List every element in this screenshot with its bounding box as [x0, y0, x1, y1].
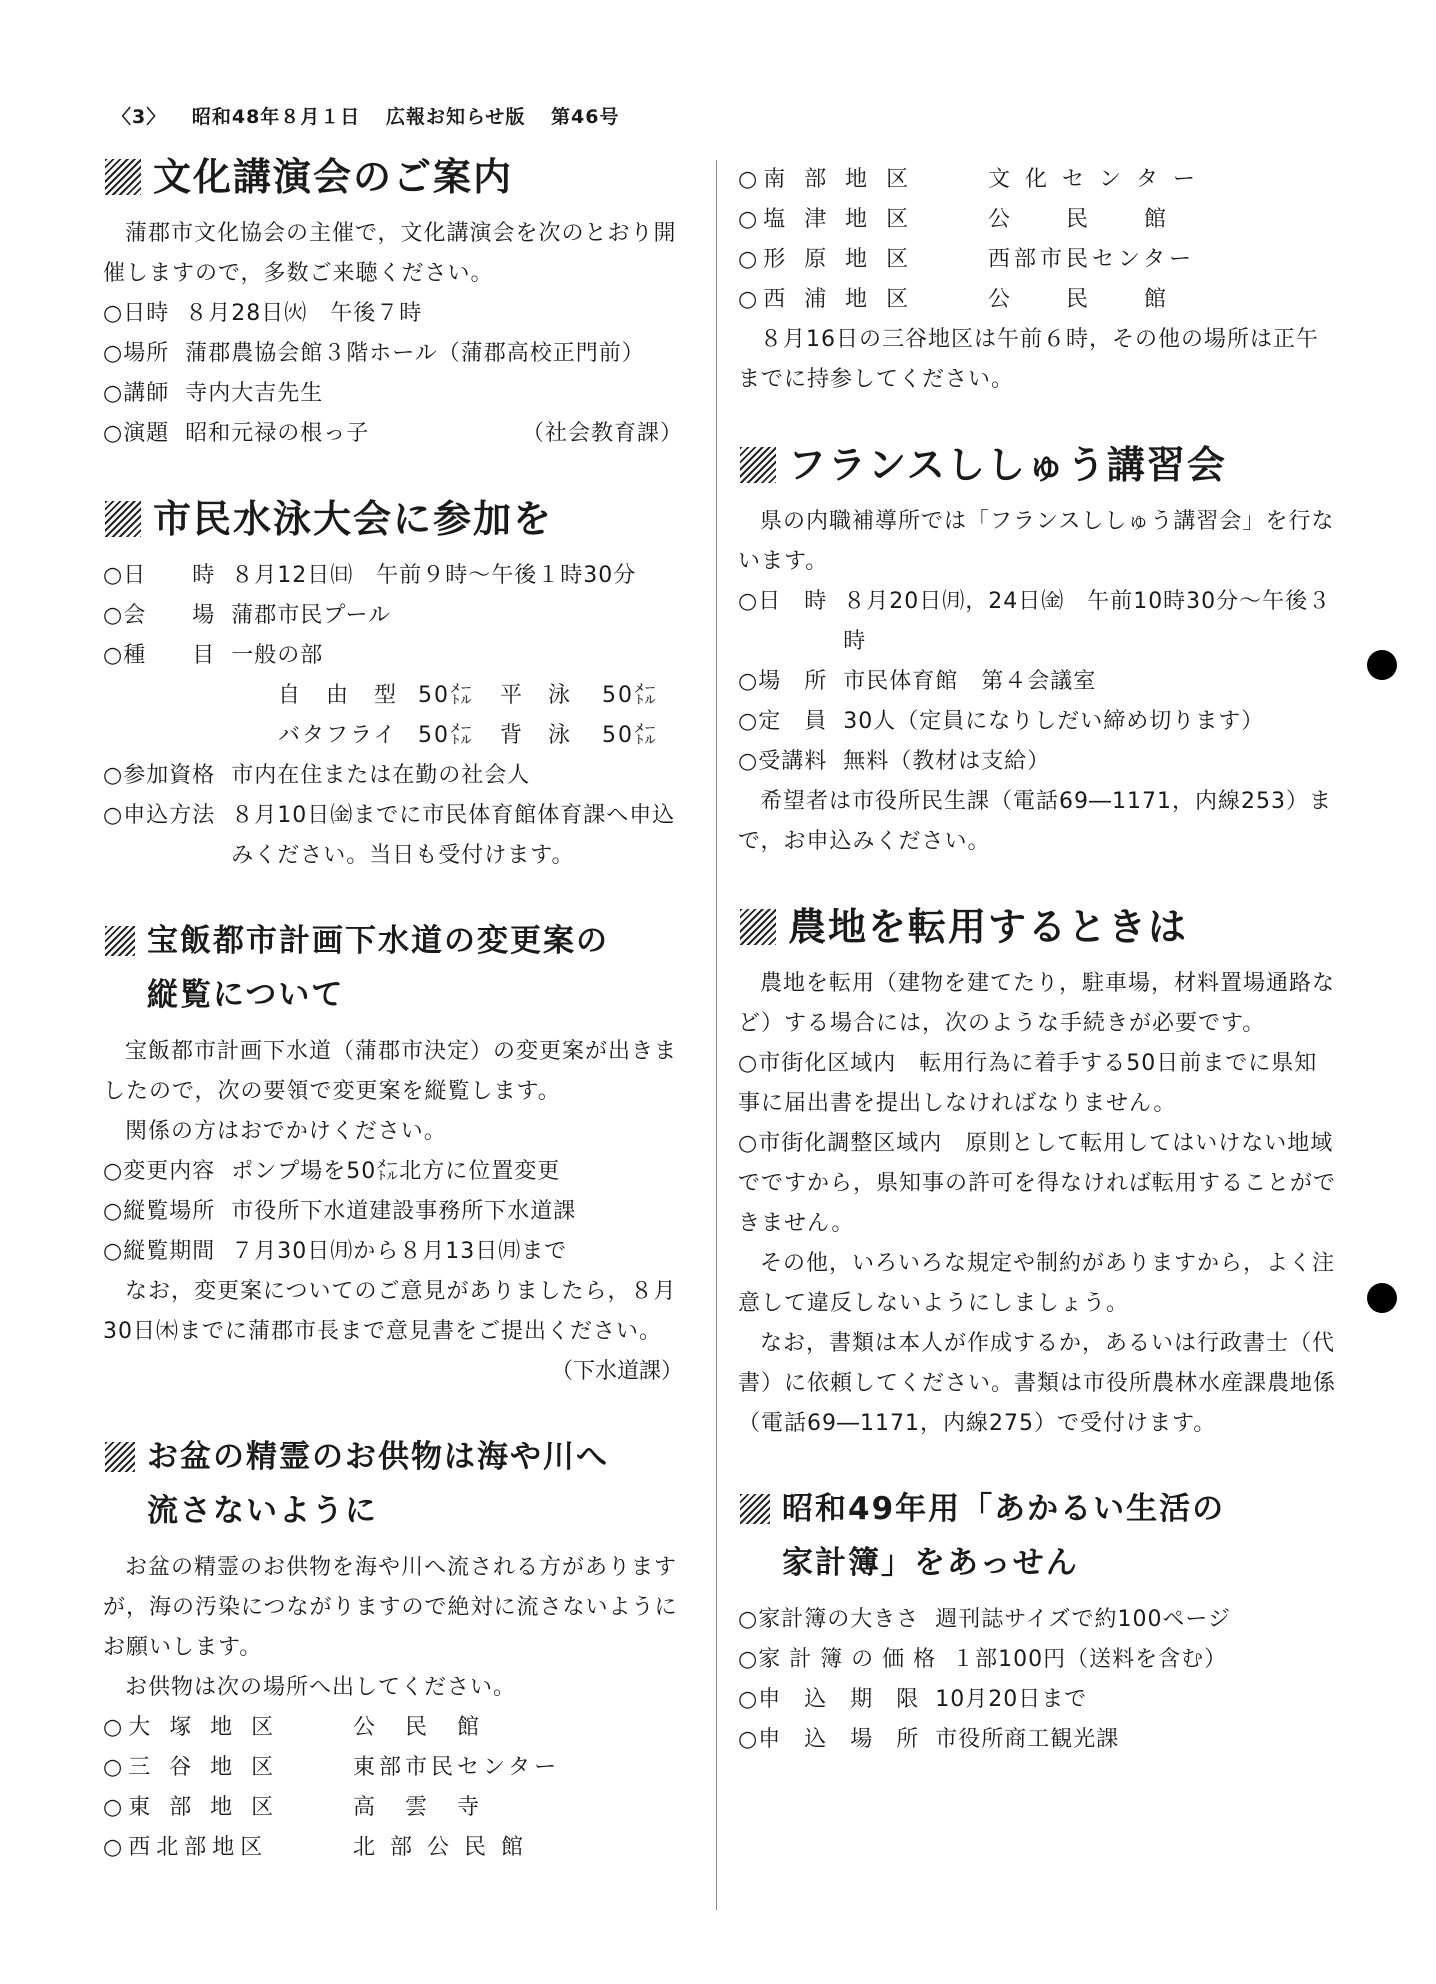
- obon-continued: [738, 160, 1338, 400]
- intro-text: お盆の精霊のお供物を海や川へ流される方がありますが，海の汚染につながりますので絶対に流さないようにお願いします。: [103, 1555, 678, 1660]
- hatch-icon: [105, 926, 135, 956]
- publication-name: 広報お知らせ版: [385, 106, 526, 128]
- list-item: ○講師 寺内大吉先生: [103, 381, 324, 406]
- event-row: バタフライ 50㍍ 背 泳 50㍍: [278, 723, 658, 748]
- note-text: 希望者は市役所民生課（電話69―1171，内線253）まで，お申込みください。: [738, 789, 1332, 854]
- note-text: ８月16日の三谷地区は午前６時，その他の場所は正午までに持参してください。: [738, 327, 1319, 392]
- section-title: 昭和49年用「あかるい生活の 家計簿」をあっせん: [738, 1482, 1338, 1590]
- list-item: ○会 場 蒲郡市民プール: [103, 603, 392, 628]
- location-row: ○西 浦 地 区 公 民 館: [738, 287, 1171, 312]
- intro-text: 農地を転用（建物を建てたり，駐車場，材料置場通路など）する場合には，次のような手続きが必要です。: [738, 971, 1336, 1036]
- section-title: 文化講演会のご案内: [103, 150, 683, 204]
- list-item: ○申 込 場 所 市役所商工観光課: [738, 1727, 1120, 1752]
- left-column: [103, 150, 683, 1906]
- intro-text: 宝飯都市計画下水道（蒲郡市決定）の変更案が出きましたので，次の要領で変更案を縦覧します。: [103, 1039, 678, 1104]
- location-row: ○東 部 地 区 高 雲 寺: [103, 1795, 484, 1820]
- hatch-icon: [105, 501, 141, 537]
- list-item: ○申 込 期 限 10月20日まで: [738, 1687, 1088, 1712]
- binding-hole-icon: [1367, 650, 1397, 680]
- location-row: ○形 原 地 区 西部市民センター: [738, 247, 1196, 272]
- intro-text: 蒲郡市文化協会の主催で，文化講演会を次のとおり開催しますので，多数ご来聴ください。: [103, 221, 677, 286]
- embroidery-section: [738, 438, 1338, 862]
- list-item: ○日時 ８月28日㈫ 午後７時: [103, 301, 423, 326]
- department: （社会教育課）: [521, 421, 683, 446]
- hatch-icon: [740, 909, 776, 945]
- ledger-section: [738, 1482, 1338, 1760]
- hatch-icon: [105, 1442, 135, 1472]
- list-item: ○日 時 ８月12日㈰ 午前９時～午後１時30分: [103, 563, 637, 588]
- section-title: 市民水泳大会に参加を: [103, 492, 683, 546]
- list-item: ○変更内容 ポンプ場を50㍍北方に位置変更: [103, 1159, 561, 1184]
- location-row: ○塩 津 地 区 公 民 館: [738, 207, 1171, 232]
- intro-text: 関係の方はおでかけください。: [125, 1119, 447, 1144]
- list-item: ○家 計 簿 の 価 格 １部100円（送料を含む）: [738, 1647, 1228, 1672]
- binding-hole-icon: [1367, 1283, 1397, 1313]
- list-item: ○縦覧期間 ７月30日㈪から８月13日㈪まで: [103, 1239, 568, 1264]
- intro-text: お供物は次の場所へ出してください。: [125, 1675, 517, 1700]
- swim-section: [103, 492, 683, 876]
- note-text: なお，書類は本人が作成するか，あるいは行政書士（代書）に依頼してください。書類は市役所農林水産課農地係（電話69―1171，内線275）で受付けます。: [738, 1331, 1337, 1436]
- page-header: [112, 102, 637, 129]
- section-title: 農地を転用するときは: [738, 900, 1338, 954]
- list-item: ○場 所 市民体育館 第４会議室: [738, 669, 1097, 694]
- list-item: ○参加資格 市内在住または在勤の社会人: [103, 763, 531, 788]
- list-item: ○種 目 一般の部: [103, 643, 324, 668]
- location-row: ○大 塚 地 区 公 民 館: [103, 1715, 484, 1740]
- list-item: ○縦覧場所 市役所下水道建設事務所下水道課: [103, 1199, 577, 1224]
- list-item: ○定 員 30人（定員になりしだい締め切ります）: [738, 709, 1265, 734]
- list-item: ○場所 蒲郡農協会館３階ホール（蒲郡高校正門前）: [103, 341, 645, 366]
- sewer-section: [103, 914, 683, 1392]
- location-row: ○三 谷 地 区 東部市民センター: [103, 1755, 561, 1780]
- intro-text: 県の内職補導所では「フランスししゅう講習会」を行ないます。: [738, 509, 1335, 574]
- hatch-icon: [740, 1494, 770, 1524]
- section-title: フランスししゅう講習会: [738, 438, 1338, 492]
- hatch-icon: [740, 447, 776, 483]
- column-divider: [716, 160, 717, 1910]
- obon-section: [103, 1430, 683, 1868]
- rule-text: ○市街化調整区域内 原則として転用してはいけない地域でですから，県知事の許可を得なければ転用することができません。: [738, 1131, 1337, 1236]
- issue-number: 第46号: [551, 106, 620, 128]
- list-item: ○受講料 無料（教材は支給）: [738, 749, 1051, 774]
- note-text: その他，いろいろな規定や制約がありますから，よく注意して違反しないようにしましょう。: [738, 1251, 1336, 1316]
- right-column: [738, 160, 1338, 1798]
- list-item: ○日 時 ８月20日㈪，24日㈮ 午前10時30分～午後３時: [738, 589, 1332, 654]
- hatch-icon: [105, 159, 141, 195]
- culture-lecture-section: [103, 150, 683, 454]
- list-item: ○申込方法 ８月10日㈮までに市民体育館体育課へ申込みください。当日も受付けます。: [103, 803, 676, 868]
- location-row: ○南 部 地 区 文 化 セ ン タ ー: [738, 167, 1199, 192]
- page-number: 〈3〉: [112, 106, 167, 128]
- issue-date: 昭和48年８月１日: [191, 106, 361, 128]
- location-row: ○西北部地区 北 部 公 民 館: [103, 1835, 527, 1860]
- list-item: ○演題 昭和元禄の根っ子 （社会教育課）: [103, 414, 683, 454]
- section-title: お盆の精霊のお供物は海や川へ 流さないように: [103, 1430, 683, 1538]
- list-item: ○家計簿の大きさ 週刊誌サイズで約100ページ: [738, 1607, 1231, 1632]
- farmland-section: [738, 900, 1338, 1444]
- event-row: 自 由 型 50㍍ 平 泳 50㍍: [278, 683, 658, 708]
- section-title: 宝飯都市計画下水道の変更案の 縦覧について: [103, 914, 683, 1022]
- rule-text: ○市街化区域内 転用行為に着手する50日前までに県知事に届出書を提出しなければなりません。: [738, 1051, 1318, 1116]
- note-text: なお，変更案についてのご意見がありましたら，８月30日㈭までに蒲郡市長まで意見書をご提出ください。: [103, 1279, 677, 1344]
- department: （下水道課）: [550, 1359, 683, 1384]
